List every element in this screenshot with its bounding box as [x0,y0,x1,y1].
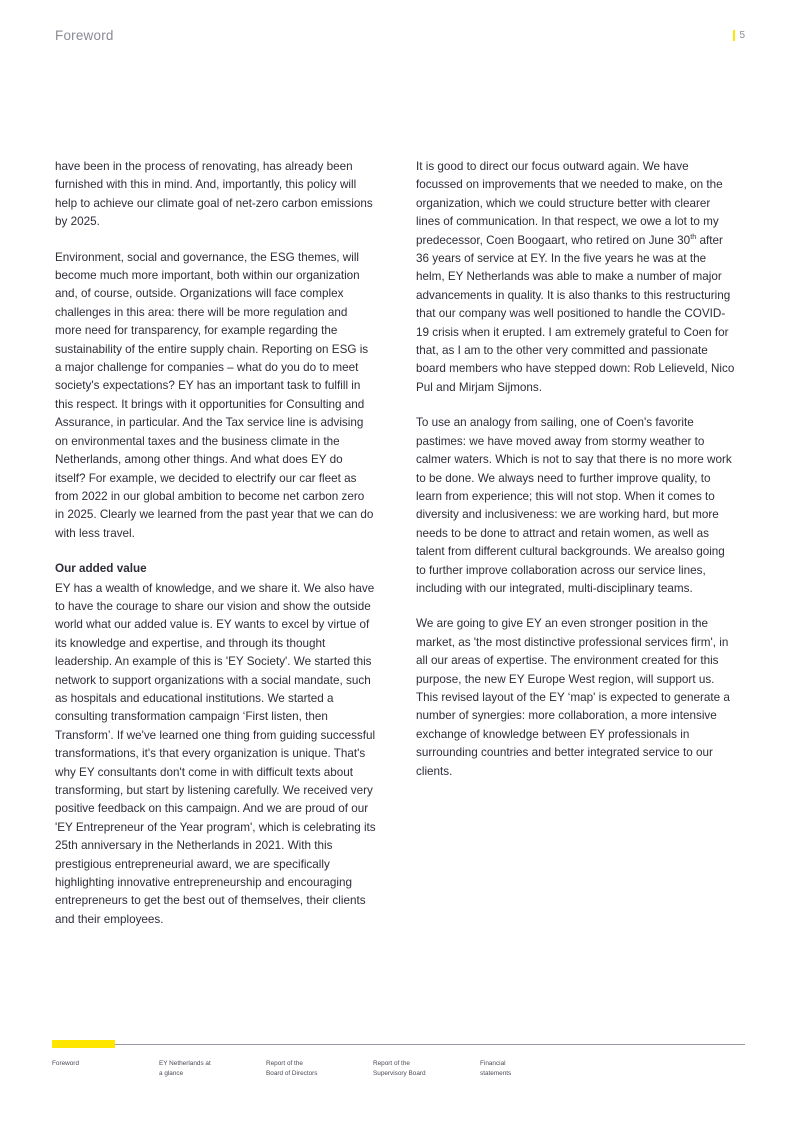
page-title: Foreword [55,28,114,43]
paragraph-text-before-superscript: It is good to direct our focus outward again. We have focussed on improvements that we needed to make, on the organization, which we could structure better with clearer lines of communication. In that respect, we owe a lot to my predecessor, Coen Boogaart, who retired on June 30 [416,160,723,247]
left-column [55,158,376,929]
footer-nav-item-ey-netherlands-at-a-glance[interactable] [159,1059,266,1078]
article-body [55,158,738,929]
paragraph: have been in the process of renovating, has already been furnished with this in mind. And, importantly, this policy will help to achieve our climate goal of net-zero carbon emissions by 2025. [55,160,373,229]
footer-nav-item-line2: Supervisory Board [373,1069,426,1077]
paragraph: We are going to give EY an even stronger position in the market, as 'the most distinctive professional services firm', in all our areas of expertise. The environment created for this purpose, the new EY Europe West region, will support us. This revised layout of the EY ‘map' is expected to generate a number of synergies: more collaboration, a more intensive exchange of knowledge between EY professionals in surrounding countries and better integrated service to our clients. [416,617,730,778]
footer-nav-item-line1: Report of the [266,1060,303,1068]
footer-nav-item-financial-statements[interactable] [480,1059,587,1078]
paragraph: To use an analogy from sailing, one of Coen's favorite pastimes: we have moved away from stormy weather to calmer waters. Which is not to say that there is no more work to be done. We always need to further improve quality, to learn from experience; this will not stop. When it comes to diversity and inclusiveness: we are working hard, but more needs to be done to attract and retain women, as well as talent from different cultural backgrounds. We arealso going to further improve collaboration across our service lines, including with our integrated, multi-disciplinary teams. [416,416,732,595]
footer-nav-item-line1: Report of the [373,1060,410,1068]
page-number: 5 [739,30,745,41]
right-column [416,158,737,929]
footer-nav-item-report-supervisory-board[interactable] [373,1059,480,1078]
footer-nav-item-report-board-of-directors[interactable] [266,1059,373,1078]
page-marker [733,30,745,41]
footer-nav-item-line2: Board of Directors [266,1069,318,1077]
footer-divider [52,1044,745,1045]
footer-nav-item-foreword[interactable] [52,1059,159,1078]
footer-nav-item-line2: statements [480,1069,512,1077]
footer-navigation [52,1044,745,1078]
footer-nav-item-line1: Financial [480,1060,506,1068]
footer-progress-indicator [52,1040,115,1048]
paragraph [416,158,737,397]
footer-nav-item-line1: Foreword [52,1060,79,1068]
paragraph: Environment, social and governance, the ESG themes, will become much more important, both within our organization and, of course, outside. Organizations will face complex challenges in this area: there will be more regulation and more need for transparency, for example regarding the sustainability of the entire supply chain. Reporting on ESG is a major challenge for companies – what do you do to meet society's expectations? EY has an important task to fulfill in this respect. It brings with it opportunities for Consulting and Assurance, in particular. And the Tax service line is advising on environmental taxes and the business climate in the Netherlands, among other things. And what does EY do itself? For example, we decided to electrify our car fleet as from 2022 in our global ambition to become net carbon zero in 2025. Clearly we learned from the past year that we can do with less travel. [55,250,374,540]
footer-nav-items [52,1059,745,1078]
footer-nav-item-line2: a glance [159,1069,184,1077]
section-subheading: Our added value [55,562,147,576]
page-tick-icon [733,30,735,41]
paragraph-text-after-superscript: after 36 years of service at EY. In the five years he was at the helm, EY Netherlands was able to make a number of major advancements in quality. It is also thanks to this restructuring that our company was well positioned to handle the COVID-19 crisis when it erupted. I am extremely grateful to Coen for that, as I am to the other very committed and passionate board members who have stepped down: Rob Lelieveld, Nico Pul and Mirjam Sijmons. [416,233,735,394]
page-header [55,28,745,52]
ordinal-superscript: th [690,231,697,241]
paragraph: EY has a wealth of knowledge, and we share it. We also have to have the courage to share our vision and show the outside world what our added value is. EY wants to excel by virtue of its knowledge and expertise, and through its thought leadership. An example of this is 'EY Society'. We started this network to support organizations with a social mandate, such as hospitals and educational institutions. We started a consulting transformation campaign ‘First listen, then Transform’. If we've learned one thing from guiding successful transformations, it's that every organization is unique. That's why EY consultants don't come in with difficult texts about transforming, but start by listening carefully. We received very positive feedback on this campaign. And we are proud of our 'EY Entrepreneur of the Year program', which is celebrating its 25th anniversary in the Netherlands in 2021. With this prestigious entrepreneurial award, we are specifically highlighting innovative entrepreneurship and encouraging entrepreneurs to get the best out of themselves, their clients and their employees. [55,581,376,926]
footer-nav-item-line1: EY Netherlands at [159,1060,211,1068]
